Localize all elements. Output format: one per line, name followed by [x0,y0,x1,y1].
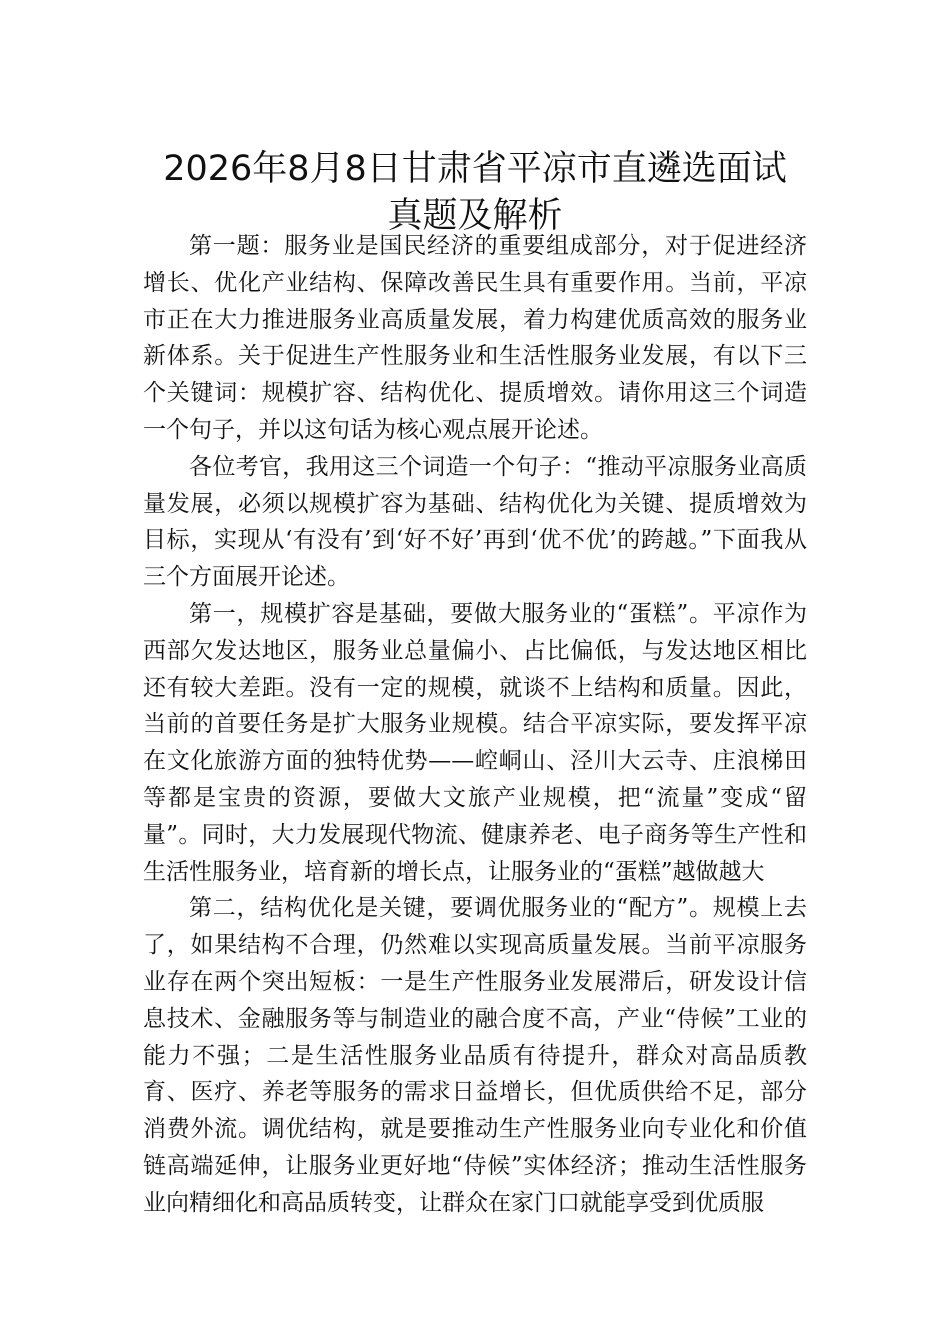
paragraph-answer-intro: 各位考官，我用这三个词造一个句子：“推动平凉服务业高质量发展，必须以规模扩容为基础、结构优化为关键、提质增效为目标，实现从‘有没有’到‘好不好’再到‘优不优’的跨越。”下面我从三个方面展开论述。 [143,453,807,591]
document-body [143,228,807,1222]
paragraph-question: 第一题：服务业是国民经济的重要组成部分，对于促进经济增长、优化产业结构、保障改善民生具有重要作用。当前，平凉市正在大力推进服务业高质量发展，着力构建优质高效的服务业新体系。关于促进生产性服务业和生活性服务业发展，有以下三个关键词：规模扩容、结构优化、提质增效。请你用这三个词造一个句子，并以这句话为核心观点展开论述。 [143,233,807,443]
document-title-line-2: 真题及解析 [387,196,563,236]
document-title-line-1: 2026年8月8日甘肃省平凉市直遴选面试 [163,149,787,189]
paragraph-point-one: 第一，规模扩容是基础，要做大服务业的“蛋糕”。平凉作为西部欠发达地区，服务业总量偏小、占比偏低，与发达地区相比还有较大差距。没有一定的规模，就谈不上结构和质量。因此，当前的首要任务是扩大服务业规模。结合平凉实际，要发挥平凉在文化旅游方面的独特优势——崆峒山、泾川大云寺、庄浪梯田等都是宝贵的资源，要做大文旅产业规模，把“流量”变成“留量”。同时，大力发展现代物流、健康养老、电子商务等生产性和生活性服务业，培育新的增长点，让服务业的“蛋糕”越做越大 [143,600,807,885]
paragraph-point-two: 第二，结构优化是关键，要调优服务业的“配方”。规模上去了，如果结构不合理，仍然难以实现高质量发展。当前平凉服务业存在两个突出短板：一是生产性服务业发展滞后，研发设计信息技术、金融服务等与制造业的融合度不高，产业“侍候”工业的能力不强；二是生活性服务业品质有待提升，群众对高品质教育、医疗、养老等服务的需求日益增长，但优质供给不足，部分消费外流。调优结构，就是要推动生产性服务业向专业化和价值链高端延伸，让服务业更好地“侍候”实体经济；推动生活性服务业向精细化和高品质转变，让群众在家门口就能享受到优质服 [143,895,807,1216]
